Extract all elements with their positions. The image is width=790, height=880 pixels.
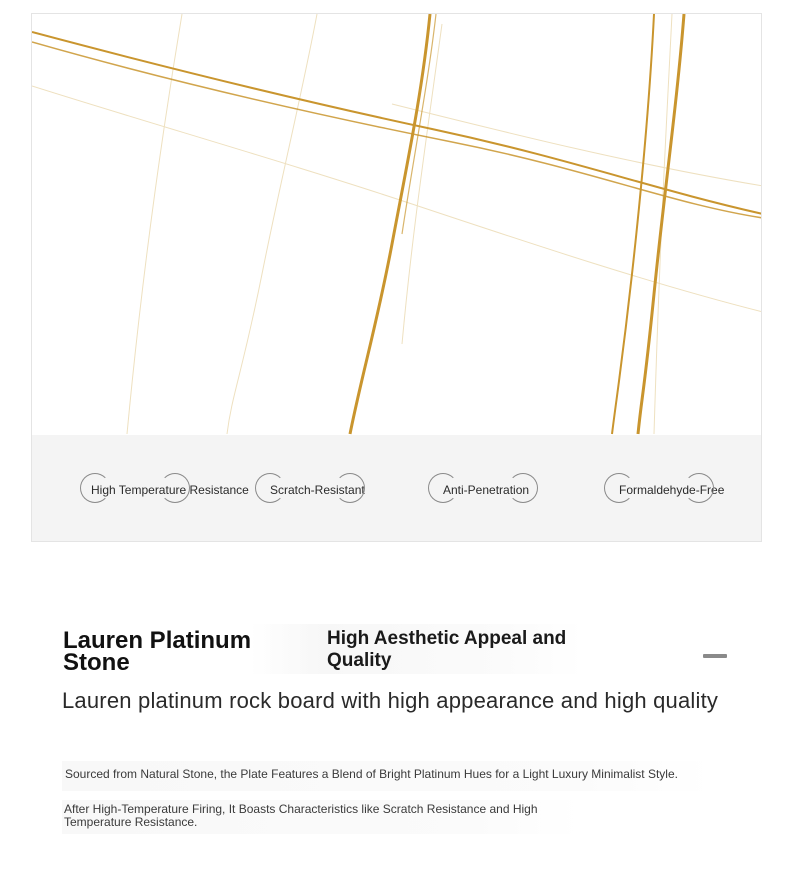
feature-label: Scratch-Resistant xyxy=(270,483,365,497)
product-title: Lauren Platinum Stone xyxy=(63,627,252,676)
feature-label: Formaldehyde-Free xyxy=(619,483,725,497)
ring-right-icon xyxy=(160,473,190,503)
feature-label: High Temperature Resistance xyxy=(91,483,249,497)
feature-label: Anti-Penetration xyxy=(443,483,530,497)
ring-right-icon xyxy=(508,473,538,503)
feature-strip xyxy=(32,435,762,542)
feature-anti-penetration xyxy=(428,473,529,507)
feature-high-temperature-resistance xyxy=(80,473,249,507)
product-tagline: High Aesthetic Appeal and Quality xyxy=(327,628,567,671)
product-subtitle: Lauren platinum rock board with high appearance and high quality xyxy=(62,688,719,713)
stone-texture-image xyxy=(31,13,762,542)
minus-icon[interactable] xyxy=(703,654,727,658)
description-2: After High-Temperature Firing, It Boasts Characteristics like Scratch Resistance and High Temperature Resistance. xyxy=(62,800,580,834)
description-1: Sourced from Natural Stone, the Plate Features a Blend of Bright Platinum Hues for a Light Luxury Minimalist Style. xyxy=(62,761,712,791)
tagline-box xyxy=(322,624,584,674)
feature-formaldehyde-free xyxy=(604,473,724,507)
feature-scratch-resistant xyxy=(255,473,365,507)
ring-right-icon xyxy=(335,473,365,503)
ring-right-icon xyxy=(684,473,714,503)
